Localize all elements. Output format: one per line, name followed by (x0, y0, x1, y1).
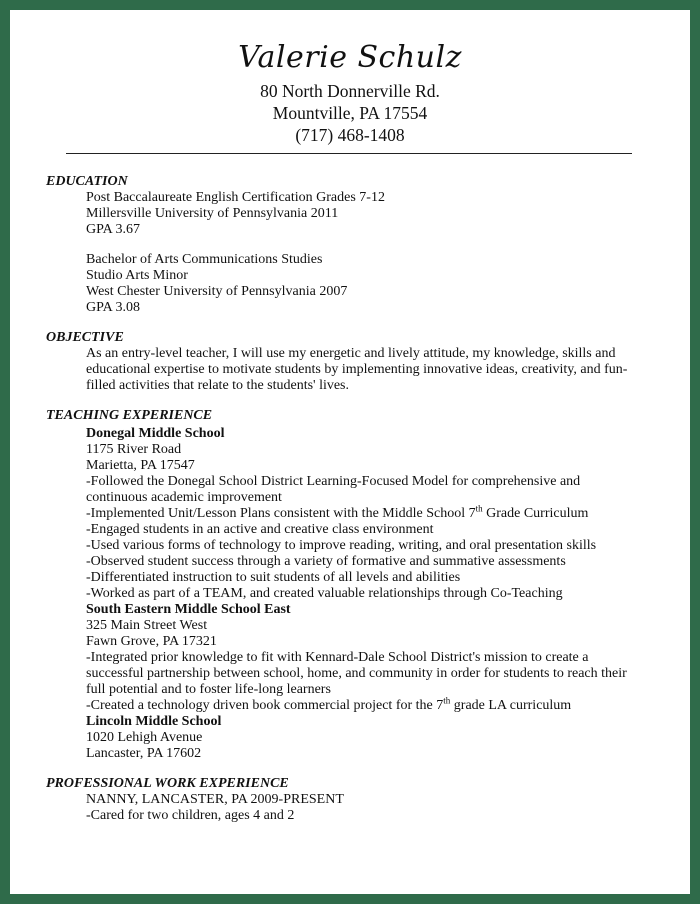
bullet-line: full potential and to foster life-long learners (86, 682, 331, 697)
work-heading: PROFESSIONAL WORK EXPERIENCE (46, 776, 289, 791)
bullet-line (86, 695, 572, 714)
school-city: Fawn Grove, PA 17321 (86, 634, 217, 649)
header-divider (66, 153, 632, 154)
objective-line: filled activities that relate to the students' lives. (86, 378, 350, 393)
job-title: NANNY, LANCASTER, PA 2009-PRESENT (86, 792, 344, 807)
resume-page (10, 10, 690, 894)
school-name: South Eastern Middle School East (86, 602, 291, 617)
ordinal-suffix: th (475, 503, 483, 514)
school-street: 1175 River Road (86, 442, 182, 457)
bullet-line: -Used various forms of technology to improve reading, writing, and oral presentation skills (86, 538, 597, 553)
bullet-text: -Implemented Unit/Lesson Plans consistent with the Middle School 7 (86, 506, 476, 521)
education-line: West Chester University of Pennsylvania 2007 (86, 284, 348, 299)
objective-line: educational expertise to motivate students by implementing innovative ideas, creativity, and fun- (86, 362, 628, 377)
bullet-line (86, 503, 589, 522)
job-detail: -Cared for two children, ages 4 and 2 (86, 808, 295, 823)
bullet-line: -Integrated prior knowledge to fit with Kennard-Dale School District's mission to create a (86, 650, 589, 665)
address-city: Mountville, PA 17554 (272, 103, 428, 123)
school-street: 325 Main Street West (86, 618, 208, 633)
bullet-text: grade LA curriculum (450, 698, 572, 713)
bullet-line: continuous academic improvement (86, 490, 282, 505)
school-city: Lancaster, PA 17602 (86, 746, 202, 761)
objective-line: As an entry-level teacher, I will use my energetic and lively attitude, my knowledge, skills and (86, 346, 616, 361)
bullet-line: -Engaged students in an active and creative class environment (86, 522, 434, 537)
education-line: GPA 3.08 (86, 300, 140, 315)
education-line: Millersville University of Pennsylvania 2011 (86, 206, 339, 221)
objective-heading: OBJECTIVE (46, 330, 124, 345)
school-name: Donegal Middle School (86, 426, 225, 441)
bullet-line: -Differentiated instruction to suit students of all levels and abilities (86, 570, 461, 585)
phone-number: (717) 468-1408 (295, 125, 405, 145)
bullet-line: -Worked as part of a TEAM, and created valuable relationships through Co-Teaching (86, 586, 563, 601)
ordinal-suffix: th (443, 695, 451, 706)
education-line: GPA 3.67 (86, 222, 140, 237)
bullet-line: -Observed student success through a variety of formative and summative assessments (86, 554, 566, 569)
bullet-text: -Created a technology driven book commercial project for the 7 (86, 698, 444, 713)
school-street: 1020 Lehigh Avenue (86, 730, 203, 745)
education-heading: EDUCATION (46, 174, 128, 189)
address-street: 80 North Donnerville Rd. (260, 81, 440, 101)
school-name: Lincoln Middle School (86, 714, 222, 729)
bullet-line: -Followed the Donegal School District Learning-Focused Model for comprehensive and (86, 474, 581, 489)
school-city: Marietta, PA 17547 (86, 458, 195, 473)
education-line: Studio Arts Minor (86, 268, 188, 283)
education-line: Bachelor of Arts Communications Studies (86, 252, 323, 267)
teaching-heading: TEACHING EXPERIENCE (46, 408, 213, 423)
bullet-text: Grade Curriculum (482, 506, 589, 521)
bullet-line: successful partnership between school, home, and community in order for students to reach their (86, 666, 627, 681)
applicant-name: Valerie Schulz (238, 40, 462, 75)
education-line: Post Baccalaureate English Certification Grades 7-12 (86, 190, 385, 205)
